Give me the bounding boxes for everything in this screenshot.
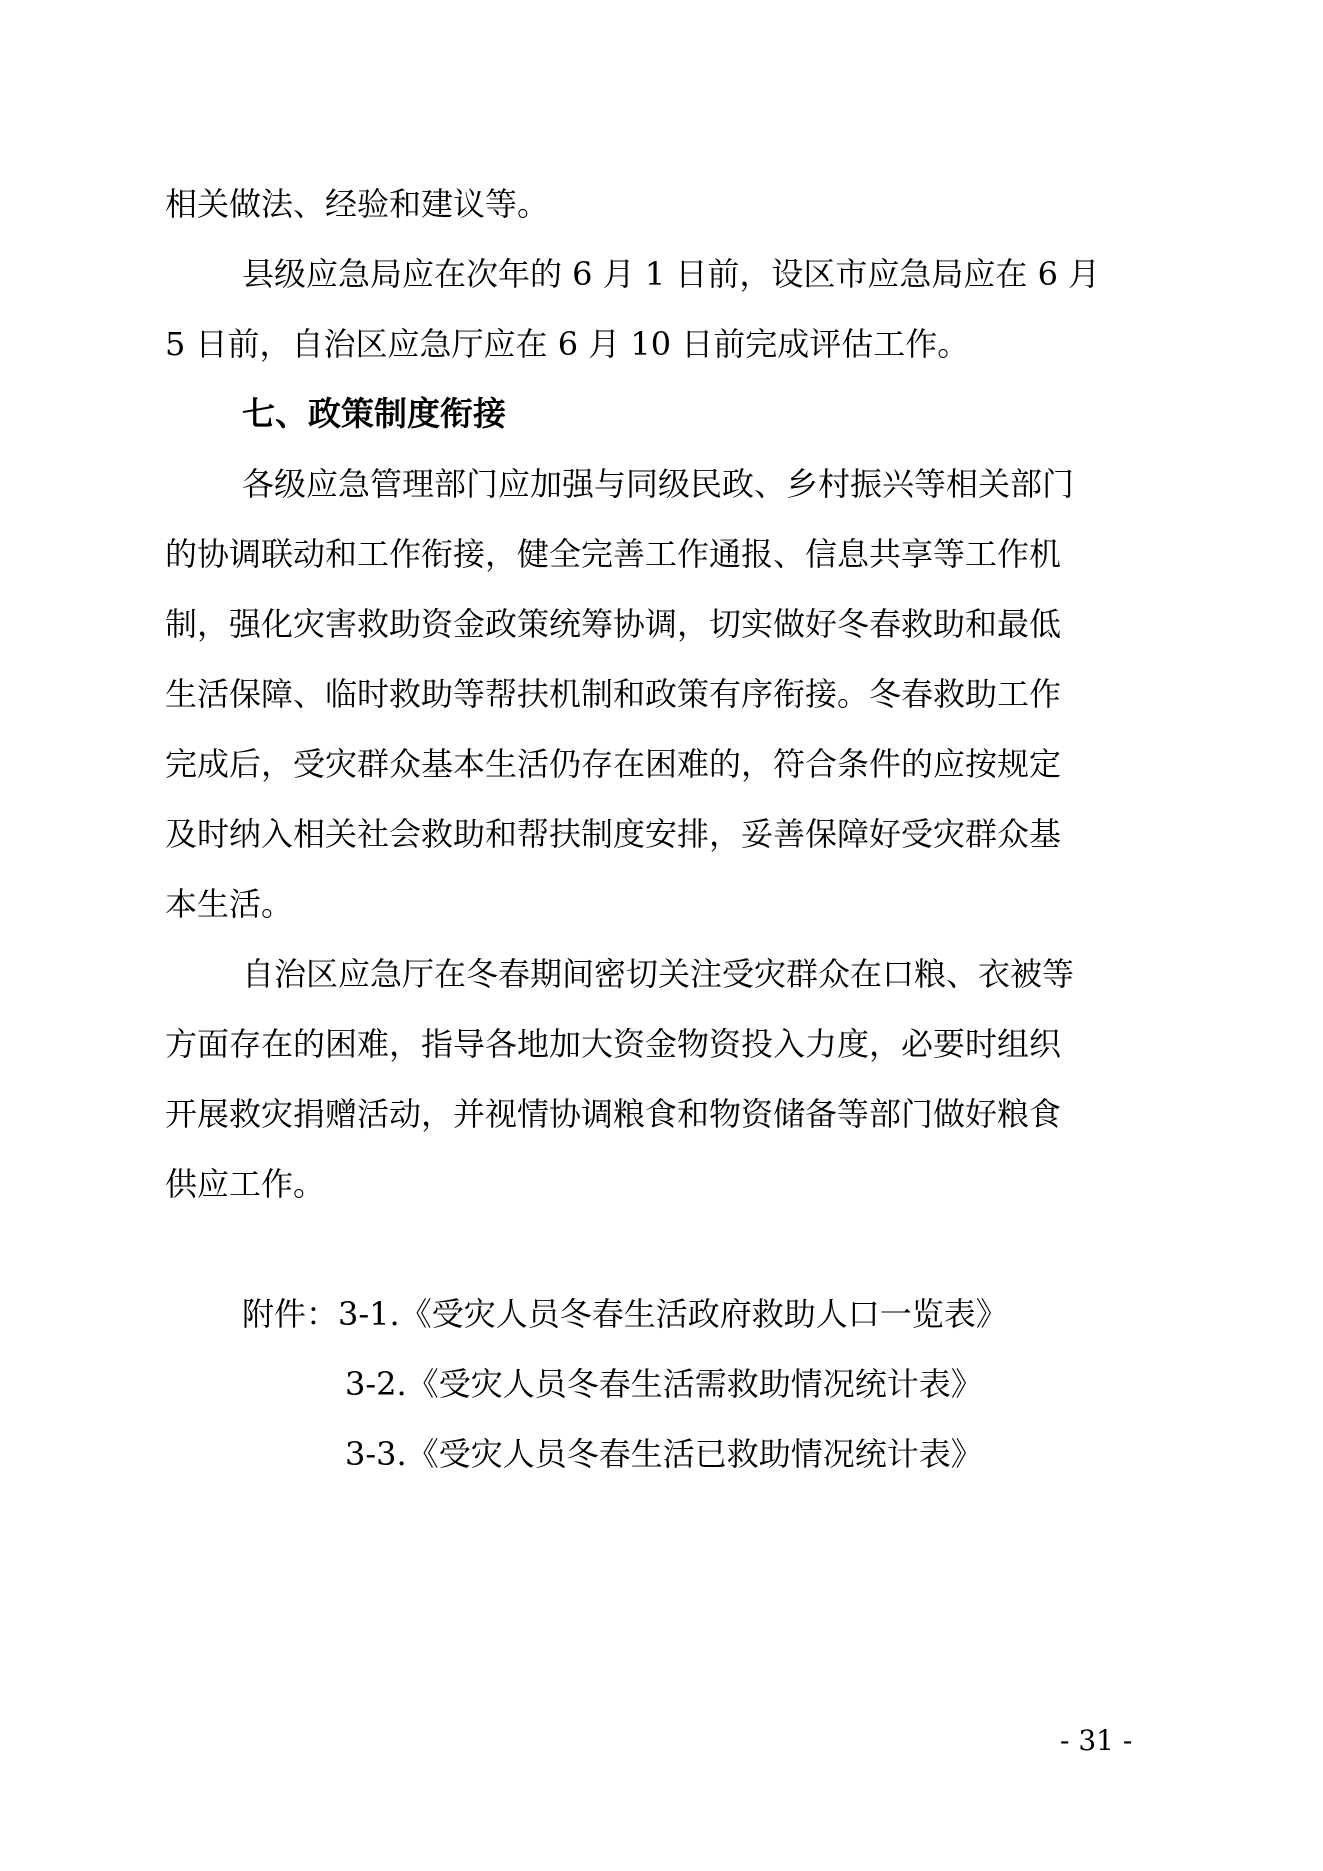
- attachment-line: 3-3.《受灾人员冬春生活已救助情况统计表》: [345, 1435, 983, 1473]
- paragraph-line: 完成后，受灾群众基本生活仍存在困难的，符合条件的应按规定: [165, 745, 1062, 783]
- paragraph-line: 供应工作。: [165, 1165, 326, 1203]
- paragraph-line: 本生活。: [165, 885, 294, 923]
- paragraph-line: 自治区应急厅在冬春期间密切关注受灾群众在口粮、衣被等: [242, 955, 1075, 993]
- paragraph-line: 及时纳入相关社会救助和帮扶制度安排，妥善保障好受灾群众基: [165, 815, 1062, 853]
- attachment-line: 3-2.《受灾人员冬春生活需救助情况统计表》: [345, 1365, 983, 1403]
- paragraph-line: 方面存在的困难，指导各地加大资金物资投入力度，必要时组织: [165, 1025, 1062, 1063]
- paragraph-line: 5 日前，自治区应急厅应在 6 月 10 日前完成评估工作。: [165, 325, 970, 363]
- section-heading: 七、政策制度衔接: [242, 394, 506, 433]
- paragraph-line: 相关做法、经验和建议等。: [165, 185, 550, 223]
- attachment-line: 附件：3-1.《受灾人员冬春生活政府救助人口一览表》: [242, 1295, 1008, 1333]
- paragraph-line: 制，强化灾害救助资金政策统筹协调，切实做好冬春救助和最低: [165, 605, 1062, 643]
- page-number: - 31 -: [1060, 1724, 1133, 1757]
- paragraph-line: 生活保障、临时救助等帮扶机制和政策有序衔接。冬春救助工作: [165, 675, 1062, 713]
- paragraph-line: 各级应急管理部门应加强与同级民政、乡村振兴等相关部门: [242, 465, 1075, 503]
- paragraph-line: 县级应急局应在次年的 6 月 1 日前，设区市应急局应在 6 月: [242, 255, 1101, 293]
- paragraph-line: 的协调联动和工作衔接，健全完善工作通报、信息共享等工作机: [165, 535, 1062, 573]
- paragraph-line: 开展救灾捐赠活动，并视情协调粮食和物资储备等部门做好粮食: [165, 1095, 1062, 1133]
